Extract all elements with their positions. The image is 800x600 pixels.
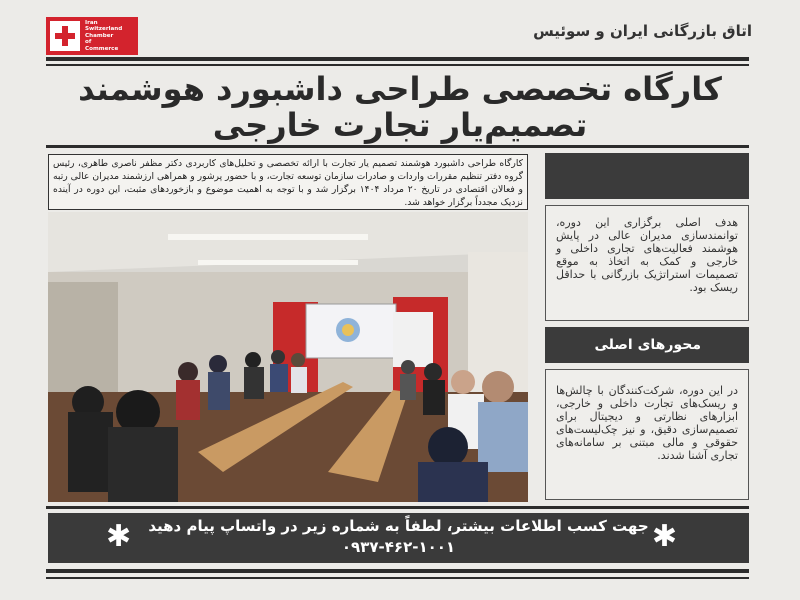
intro-paragraph: کارگاه طراحی داشبورد هوشمند تصمیم یار تجارت با ارائه تخصصی و تحلیل‌های کاربردی دکتر مظفر ناصری طاهری، رئیس گروه دفتر تنظیم مقررات واردات و صادرات سازمان توسعه تجارت، و با حضور پرشور و همراهی ارزشمند مدیران عالی رتبه و فعالان اقتصادی در تاریخ ۲۰ مرداد ۱۴۰۴ برگزار شد و با توجه به اهمیت موضوع و بازخوردهای مثبت، این دوره در آینده نزدیک مجدداً برگزار خواهد شد. [48,154,528,210]
page-title-line1: کارگاه تخصصی طراحی داشبورد هوشمند [78,70,722,108]
title-rule [46,145,749,148]
chamber-logo [46,17,138,55]
asterisk-icon-right: ✱ [651,519,677,554]
swiss-cross-icon [50,21,80,51]
header-rule-top [46,57,749,61]
contact-banner [48,513,749,563]
goal-box: هدف اصلی برگزاری این دوره، توانمندسازی مدیران عالی در پایش هوشمند فعالیت‌های تجاری داخلی و خارجی و کمک به اتخاذ به موقع تصمیمات استراتژیک بازرگانی با حداقل ریسک بود. [545,205,749,321]
axes-box: در این دوره، شرکت‌کنندگان با چالش‌ها و ریسک‌های تجارت داخلی و خارجی، ابزارهای نظارتی و دیجیتال برای تصمیم‌سازی دقیق، و نیز چک‌لیست‌های حقوقی و مالی مبتنی بر سامانه‌های تجاری آشنا شدند. [545,369,749,500]
chamber-name: اتاق بازرگانی ایران و سوئیس [533,22,752,40]
whatsapp-phone-number[interactable]: ۰۹۳۷-۴۶۲-۱۰۰۱ [341,538,456,556]
cta-rule-top [46,506,749,509]
contact-instruction: جهت کسب اطلاعات بیشتر، لطفاً به شماره زیر در واتساپ پیام دهید [148,517,649,535]
workshop-photo [48,212,528,502]
footer-rule-bottom [46,577,749,579]
axes-title: محورهای اصلی [545,327,749,363]
asterisk-icon-left: ✱ [106,519,132,554]
header-rule-bottom [46,64,749,66]
right-column-header-bar [545,153,749,199]
page-title-line2: تصمیم‌یار تجارت خارجی [212,106,588,144]
footer-rule-top [46,569,749,573]
logo-text: Iran Switzerland Chamber of Commerce [85,19,123,52]
